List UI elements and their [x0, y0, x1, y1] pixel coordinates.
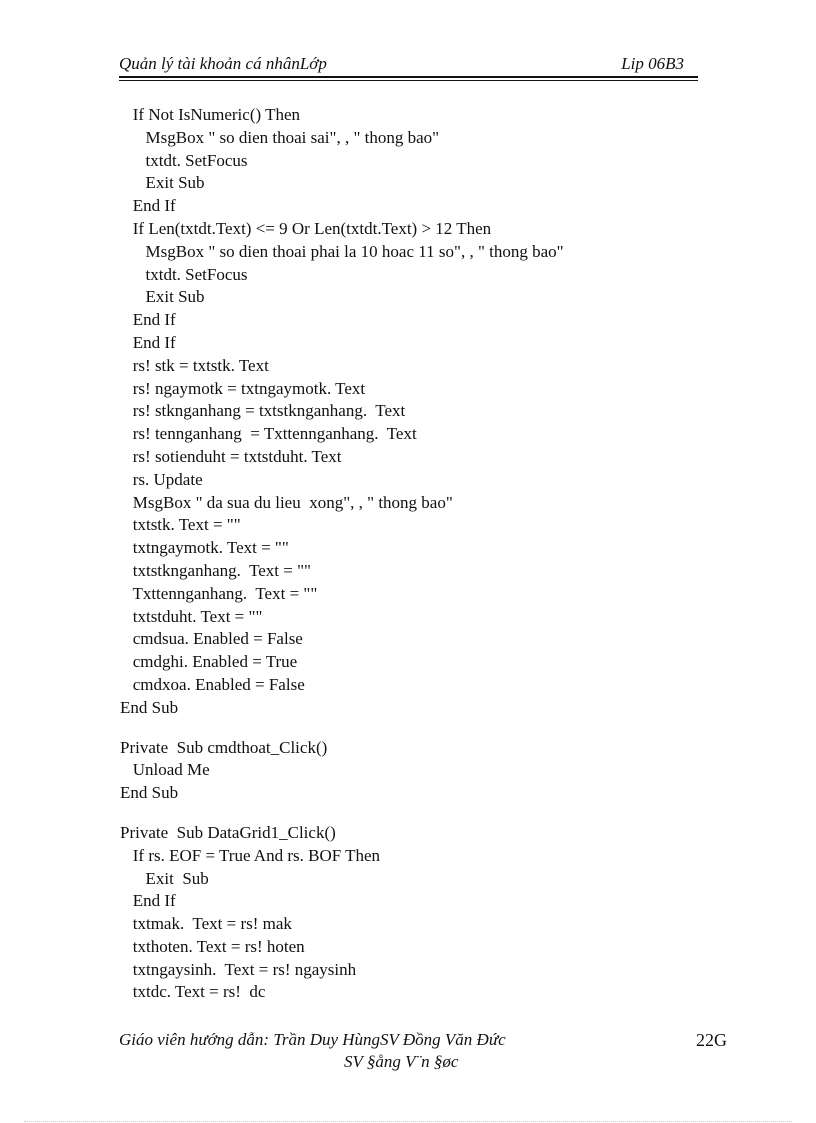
- code-line: End Sub: [120, 697, 179, 717]
- code-line: rs! stk = txtstk. Text: [120, 355, 269, 375]
- block-gap: [120, 805, 760, 822]
- page-header: [119, 52, 696, 76]
- code-line: End Sub: [120, 783, 179, 803]
- code-line: cmdghi. Enabled = True: [120, 652, 298, 672]
- header-rule-thin: [119, 80, 698, 81]
- code-line: End If: [120, 310, 176, 330]
- code-line: Txttennganhang. Text = "": [120, 583, 318, 603]
- code-line: cmdsua. Enabled = False: [120, 629, 303, 649]
- code-line: MsgBox " da sua du lieu xong", , " thong bao": [120, 492, 453, 512]
- code-line: txtdt. SetFocus: [120, 264, 248, 284]
- footer-teacher: Giáo viên hướng dẫn: Trần Duy HùngSV Đồng Văn Đức: [119, 1030, 506, 1049]
- code-line: rs! sotienduht = txtstduht. Text: [120, 446, 342, 466]
- code-line: If rs. EOF = True And rs. BOF Then: [120, 845, 381, 865]
- code-line: txtngaysinh. Text = rs! ngaysinh: [120, 959, 357, 979]
- code-line: txtstk. Text = "": [120, 515, 241, 535]
- code-line: If Len(txtdt.Text) <= 9 Or Len(txtdt.Text) > 12 Then: [120, 218, 492, 238]
- code-line: If Not IsNumeric() Then: [120, 105, 301, 124]
- code-line: txtdc. Text = rs! dc: [120, 982, 266, 1002]
- code-listing: [120, 104, 760, 1004]
- code-line: rs! ngaymotk = txtngaymotk. Text: [120, 378, 366, 398]
- header-class: Lip 06B3: [621, 54, 684, 73]
- code-line: Private Sub cmdthoat_Click(): [120, 737, 328, 757]
- code-line: Exit Sub: [120, 173, 205, 193]
- code-line: txtstduht. Text = "": [120, 606, 263, 626]
- code-line: End If: [120, 332, 176, 352]
- code-line: MsgBox " so dien thoai phai la 10 hoac 11 so", , " thong bao": [120, 241, 564, 261]
- code-line: Exit Sub: [120, 868, 209, 888]
- code-line: txtdt. SetFocus: [120, 150, 248, 170]
- code-line: txtmak. Text = rs! mak: [120, 914, 292, 934]
- page-number: 22G: [696, 1030, 727, 1050]
- code-line: rs! tennganhang = Txttennganhang. Text: [120, 424, 417, 444]
- code-line: rs! stknganhang = txtstknganhang. Text: [120, 401, 406, 421]
- code-line: End If: [120, 891, 176, 911]
- code-line: MsgBox " so dien thoai sai", , " thong bao": [120, 127, 440, 147]
- header-rule-thick: [119, 76, 698, 78]
- code-line: txthoten. Text = rs! hoten: [120, 936, 305, 956]
- code-line: txtngaymotk. Text = "": [120, 538, 289, 558]
- page-edge-dotted-line: [24, 1121, 792, 1122]
- code-line: txtstknganhang. Text = "": [120, 560, 312, 580]
- code-line: cmdxoa. Enabled = False: [120, 674, 305, 694]
- code-line: Unload Me: [120, 760, 210, 780]
- header-title: Quản lý tài khoản cá nhânLớp: [119, 54, 327, 73]
- code-line: Exit Sub: [120, 287, 205, 307]
- code-line: rs. Update: [120, 469, 203, 489]
- code-line: End If: [120, 196, 176, 216]
- footer-student: SV §ång V¨n §øc: [344, 1052, 459, 1071]
- code-line: Private Sub DataGrid1_Click(): [120, 822, 336, 842]
- block-gap: [120, 720, 760, 737]
